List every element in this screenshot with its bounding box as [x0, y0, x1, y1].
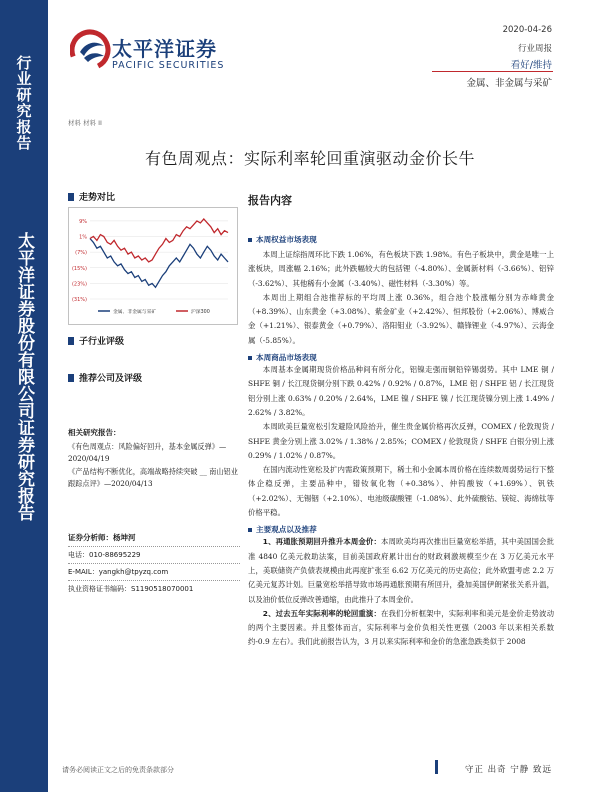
section-marker-icon [68, 374, 74, 382]
industry-rating: 看好/维持 [510, 60, 552, 71]
recommend-heading [68, 371, 142, 384]
legend-label: 沪深300 [191, 310, 210, 315]
square-bullet-icon [248, 238, 252, 242]
y-tick-label: (15%) [71, 265, 87, 272]
commodity-market-title: 本周商品市场表现 [256, 353, 317, 363]
paragraph [248, 535, 554, 606]
brand-name-en: PACIFIC SECURITIES [112, 60, 225, 71]
paragraph: 本周上证综指周环比下跌 1.06%，有色板块下跌 1.98%。有色子板块中，黄金是唯一上涨板块，周涨幅 2.16%；此外跌幅较大的包括锂（-4.80%）、金属新材料（-3.66%）、铝锌（-3.62%）、其他稀有小金属（-3.40%）、磁性材料（-3.30%）等。 [248, 250, 554, 288]
equity-market-heading [248, 234, 554, 245]
section-marker-icon [68, 337, 74, 345]
square-bullet-icon [248, 528, 252, 532]
square-bullet-icon [248, 356, 252, 360]
analyst-name: 证券分析师：杨坤河 [68, 530, 240, 547]
y-tick-label: (23%) [71, 281, 87, 288]
main-views-heading [248, 524, 554, 535]
related-report-link[interactable]: 《产品结构不断优化，高端战略持续突破 __ 南山铝业跟踪点评》—2020/04/13 [68, 466, 238, 488]
trend-chart [68, 207, 238, 325]
paragraph: 在国内流动性宽松及扩内需政策预期下，稀土和小金属本周价格在连续数周弱势运行下整体企稳反弹，主要品种中，镨钕氧化物（+0.38%）、仲钨酸铵（+1.69%）、钒铁（+2.02%）、无锡铟（+2.10%）、电池级碳酸锂（-1.08%）、此外硫酸钴、镁锭、海绵钛等价格平稳。 [248, 465, 554, 518]
breadcrumb: 材料 材料 II [68, 119, 102, 127]
y-tick-label: (31%) [71, 297, 87, 303]
recommend-label: 推荐公司及评级 [79, 374, 143, 384]
spacer [248, 208, 554, 234]
report-type: 行业周报 [517, 44, 552, 54]
left-sidebar [0, 0, 48, 792]
main-views-title: 主要观点以及推荐 [256, 525, 317, 535]
related-report-link[interactable]: 《有色周观点：风险偏好回升，基本金属反弹》—2020/04/19 [68, 441, 227, 463]
point-lead: 1、再通胀预期回升推升本周金价： [262, 537, 381, 547]
analyst-email[interactable]: E-MAIL：yangkh@tpyzq.com [68, 564, 240, 581]
header-divider [432, 71, 553, 72]
paragraph: 本周欧美巨量宽松引发避险风险抬升，催生贵金属价格再次反弹，COMEX / 伦敦现货 / SHFE 黄金分别上涨 3.02% / 1.38% / 2.85%；COMEX / 伦敦现货 / SHFE 白银分别上涨 0.29% / 1.02% / 0.87%。 [248, 422, 554, 460]
disclaimer-note: 请务必阅读正文之后的免责条款部分 [62, 766, 174, 774]
brand-name-cn: 太平洋证券 [112, 37, 217, 61]
legend-label: 金属、非金属与采矿 [113, 310, 157, 315]
series-line-1 [90, 239, 228, 288]
y-tick-label: 9% [79, 218, 87, 225]
company-motto: 守正 出奇 宁静 致远 [464, 765, 552, 775]
paragraph: 本周基本金属期现货价格品种间有所分化，铝镍走强而铜铅锌锡弱势。其中 LME 铜 / SHFE 铜 / 长江现货铜分别下跌 0.42% / 0.92% / 0.87%，LME 铝 / SHFE 铝 / 长江现货铝分别上涨 0.63% / 0.20% / 2.64%，LME 镍 / SHFE 镍 / 长江现货镍分别上涨 1.49% / 2.62% / 3.82%。 [248, 365, 554, 417]
analyst-phone: 电话：010-88695229 [68, 547, 240, 564]
point-lead: 2、过去五年实际利率的轮回重演： [262, 608, 381, 618]
sidebar-top-label-box [0, 55, 48, 163]
analyst-license: 执业资格证书编码：S1190518070001 [68, 585, 194, 593]
report-content [248, 192, 554, 650]
trend-label: 走势对比 [79, 193, 116, 203]
y-tick-label: 1% [79, 234, 87, 241]
point-body: 本周欧美均再次推出巨量宽松举措，其中美国国会批准 4840 亿美元救助法案，目前美国政府累计出台的财政刺激规模至少在 3 万亿美元水平上，美联储资产负债表规模由此再度扩张至 6.62 万亿美元的历史高位；此外欧盟考虑 2.2 万亿美元复苏计划。巨量宽松举措导致市场再通胀预期有所回升，叠加美国伊朗紧张关系升温，以及油价低位反弹改善通缩，由此推升了本周金价。 [248, 537, 554, 604]
industry-sector: 金属、非金属与采矿 [466, 78, 552, 89]
sidebar-top-label: 行业研究报告 [14, 55, 33, 151]
y-tick-label: (7%) [75, 250, 87, 257]
section-marker-icon [68, 193, 74, 201]
report-content-heading: 报告内容 [248, 194, 292, 207]
related-head: 相关研究报告： [68, 428, 121, 437]
commodity-market-heading [248, 352, 554, 363]
page-title: 有色周观点：实际利率轮回重演驱动金价长牛 [144, 149, 475, 168]
equity-market-title: 本周权益市场表现 [256, 235, 317, 244]
sidebar-bottom-label-box [0, 232, 48, 562]
trend-heading [68, 190, 240, 203]
chart-frame [69, 208, 238, 325]
analyst-info [68, 530, 240, 597]
paragraph [248, 607, 554, 650]
paragraph: 本周出上期组合池推荐标的平均周上涨 0.36%，组合池个股涨幅分别为赤峰黄金（+8.39%）、山东黄金（+3.08%）、紫金矿业（+2.42%）、恒邦股份（+2.06%）、博威合金（+1.21%）、银泰黄金（+0.79%）、洛阳钼业（-3.92%）、赣锋锂业（-4.97%）、云海金属（-5.85%）。 [248, 292, 554, 345]
sub-industry-label: 子行业评级 [79, 337, 125, 347]
sidebar-bottom-label: 太平洋证券股份有限公司证券研究报告 [14, 232, 34, 521]
sub-industry-heading [68, 334, 124, 347]
point-body: 在我们分析框架中，实际利率和美元是金价走势波动的两个主要因素。并且整体而言，实际利率与金价负相关性更强（2003 年以来相关系数约-0.9 左右）。我们此前报告认为，3 月以来实际利率和金价的急涨急跌类似于 2008 [248, 608, 554, 647]
related-research [68, 427, 240, 491]
footer-accent-bar [435, 760, 438, 774]
report-date: 2020-04-26 [502, 25, 552, 35]
trend-section [68, 190, 240, 203]
